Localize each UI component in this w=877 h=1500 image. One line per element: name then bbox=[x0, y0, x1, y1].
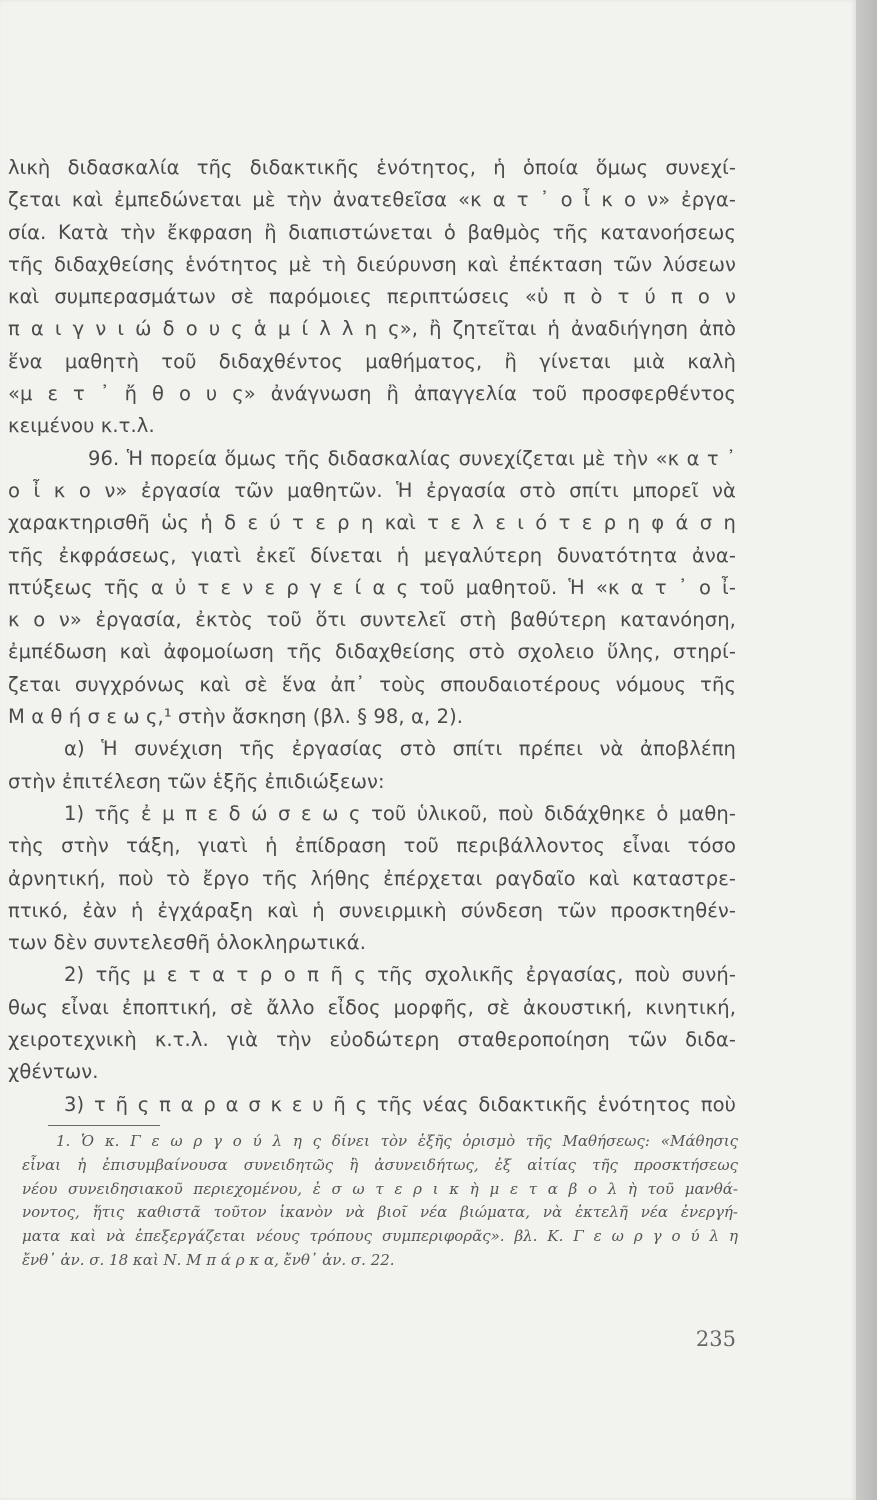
text-line: τῆς ἐκφράσεως, γιατὶ ἐκεῖ δίνεται ἡ μεγαλύτερη δυνατότητα ἀνα- bbox=[8, 543, 736, 567]
footnote-line: ματα καὶ νὰ ἐπεξεργάζεται νέους τρόπους συμπεριφορᾶς». βλ. Κ. Γ ε ω ρ γ ο ύ λ η bbox=[22, 1227, 738, 1246]
text-line: ζεται συγχρόνως καὶ σὲ ἕνα ἀπ᾽ τοὺς σπουδαιοτέρους νόμους τῆς bbox=[8, 672, 736, 696]
text-line: σία. Κατὰ τὴν ἔκφραση ἢ διαπιστώνεται ὁ βαθμὸς τῆς κατανοήσεως bbox=[8, 220, 736, 244]
text-line: τὴς στὴν τάξη, γιατὶ ἡ ἐπίδραση τοῦ περιβάλλοντος εἶναι τόσο bbox=[8, 834, 736, 858]
text-line: πτικό, ἐὰν ἡ ἐγχάραξη καὶ ἡ συνειρμικὴ σύνδεση τῶν προσκτηθέν- bbox=[8, 898, 736, 922]
item-2-start: 2) τῆς μ ε τ α τ ρ ο π ῆ ς τῆς σχολικῆς ἐργασίας, ποὺ συνή- bbox=[64, 963, 736, 987]
text-line: ἀρνητική, ποὺ τὸ ἔργο τῆς λήθης ἐπέρχεται ραγδαῖο καὶ καταστρε- bbox=[8, 866, 736, 890]
text-line: χαρακτηρισθῆ ὡς ἡ δ ε ύ τ ε ρ η καὶ τ ε λ ε ι ό τ ε ρ η φ ά σ η bbox=[8, 511, 736, 535]
text-line: λικὴ διδασκαλία τῆς διδακτικῆς ἑνότητος, ἡ ὁποία ὅμως συνεχί- bbox=[8, 156, 736, 179]
text-line: ο ἶ κ ο ν» ἐργασία τῶν μαθητῶν. Ἡ ἐργασία στὸ σπίτι μπορεῖ νὰ bbox=[8, 478, 736, 502]
paragraph-96-start: 96. Ἡ πορεία ὅμως τῆς διδασκαλίας συνεχίζεται μὲ τὴν «κ α τ ᾽ bbox=[88, 446, 736, 470]
main-text bbox=[8, 152, 736, 1121]
text-line: κειμένου κ.τ.λ. bbox=[8, 414, 155, 438]
text-line: π α ι γ ν ι ώ δ ο υ ς ἁ μ ί λ λ η ς», ἢ ζητεῖται ἡ ἀναδιήγηση ἀπὸ bbox=[8, 317, 736, 341]
footnote-line: νέου συνειδησιακοῦ περιεχομένου, ἐ σ ω τ ε ρ ι κ ὴ μ ε τ α β ο λ ὴ τοῦ μανθά- bbox=[22, 1179, 738, 1198]
text-line: καὶ συμπερασμάτων σὲ παρόμοιες περιπτώσεις «ὑ π ὸ τ ύ π ο ν bbox=[8, 285, 736, 309]
footnote-line: 1. Ὁ κ. Γ ε ω ρ γ ο ύ λ η ς δίνει τὸν ἑξῆς ὁρισμὸ τῆς Μαθήσεως: «Μάθησις bbox=[56, 1132, 738, 1150]
text-line: «μ ε τ ᾽ ἤ θ ο υ ς» ἀνάγνωση ἢ ἀπαγγελία τοῦ προσφερθέντος bbox=[8, 382, 736, 406]
footnote-line: ἔνθ᾽ ἀν. σ. 18 καὶ Ν. Μ π ά ρ κ α, ἔνθ᾽ ἀν. σ. 22. bbox=[22, 1250, 395, 1269]
text-line: χθέντων. bbox=[8, 1060, 99, 1084]
text-line: στὴν ἐπιτέλεση τῶν ἑξῆς ἐπιδιώξεων: bbox=[8, 769, 385, 793]
text-line: των δὲν συντελεσθῆ ὁλοκληρωτικά. bbox=[8, 931, 367, 955]
text-line: ζεται καὶ ἐμπεδώνεται μὲ τὴν ἀνατεθεῖσα «κ α τ ᾽ ο ἶ κ ο ν» ἐργα- bbox=[8, 188, 736, 212]
item-a-start: α) Ἡ συνέχιση τῆς ἐργασίας στὸ σπίτι πρέπει νὰ ἀποβλέπη bbox=[64, 737, 736, 761]
page-number: 235 bbox=[695, 1327, 736, 1351]
text-line: ἕνα μαθητὴ τοῦ διδαχθέντος μαθήματος, ἢ γίνεται μιὰ καλὴ bbox=[8, 349, 736, 373]
page-edge bbox=[856, 0, 877, 1500]
text-line: χειροτεχνικὴ κ.τ.λ. γιὰ τὴν εὐοδώτερη σταθεροποίηση τῶν διδα- bbox=[8, 1028, 736, 1052]
text-line: τῆς διδαχθείσης ἑνότητος μὲ τὴ διεύρυνση καὶ ἐπέκταση τῶν λύσεων bbox=[8, 252, 736, 276]
footnotes bbox=[22, 1130, 738, 1273]
text-line: πτύξεως τῆς α ὐ τ ε ν ε ρ γ ε ί α ς τοῦ μαθητοῦ. Ἡ «κ α τ ᾽ ο ἶ- bbox=[8, 575, 736, 599]
item-1-start: 1) τῆς ἐ μ π ε δ ώ σ ε ω ς τοῦ ὑλικοῦ, ποὺ διδάχθηκε ὁ μαθη- bbox=[64, 801, 736, 825]
footnote-rule bbox=[48, 1125, 160, 1126]
text-line: θως εἶναι ἐποπτική, σὲ ἄλλο εἶδος μορφῆς, σὲ ἀκουστική, κινητική, bbox=[8, 995, 736, 1019]
footnote-line: εἶναι ἡ ἐπισυμβαίνουσα συνειδητῶς ἢ ἀσυνειδήτως, ἐξ αἰτίας τῆς προσκτήσεως bbox=[22, 1155, 738, 1174]
text-line: ἐμπέδωση καὶ ἀφομοίωση τῆς διδαχθείσης στὸ σχολειο ὕλης, στηρί- bbox=[8, 640, 736, 664]
footnote-line: νοντος, ἥτις καθιστᾶ τοῦτον ἱκανὸν νὰ βιοῖ νέα βιώματα, νὰ ἐκτελῆ νέα ἐνεργή- bbox=[22, 1203, 738, 1222]
text-line: κ ο ν» ἐργασία, ἐκτὸς τοῦ ὅτι συντελεῖ στὴ βαθύτερη κατανόηση, bbox=[8, 608, 736, 632]
item-3-start: 3) τ ῆ ς π α ρ α σ κ ε υ ῆ ς τῆς νέας διδακτικῆς ἑνότητος ποὺ bbox=[64, 1092, 736, 1116]
text-line: Μ α θ ή σ ε ω ς,¹ στὴν ἄσκηση (βλ. § 98, α, 2). bbox=[8, 705, 464, 729]
